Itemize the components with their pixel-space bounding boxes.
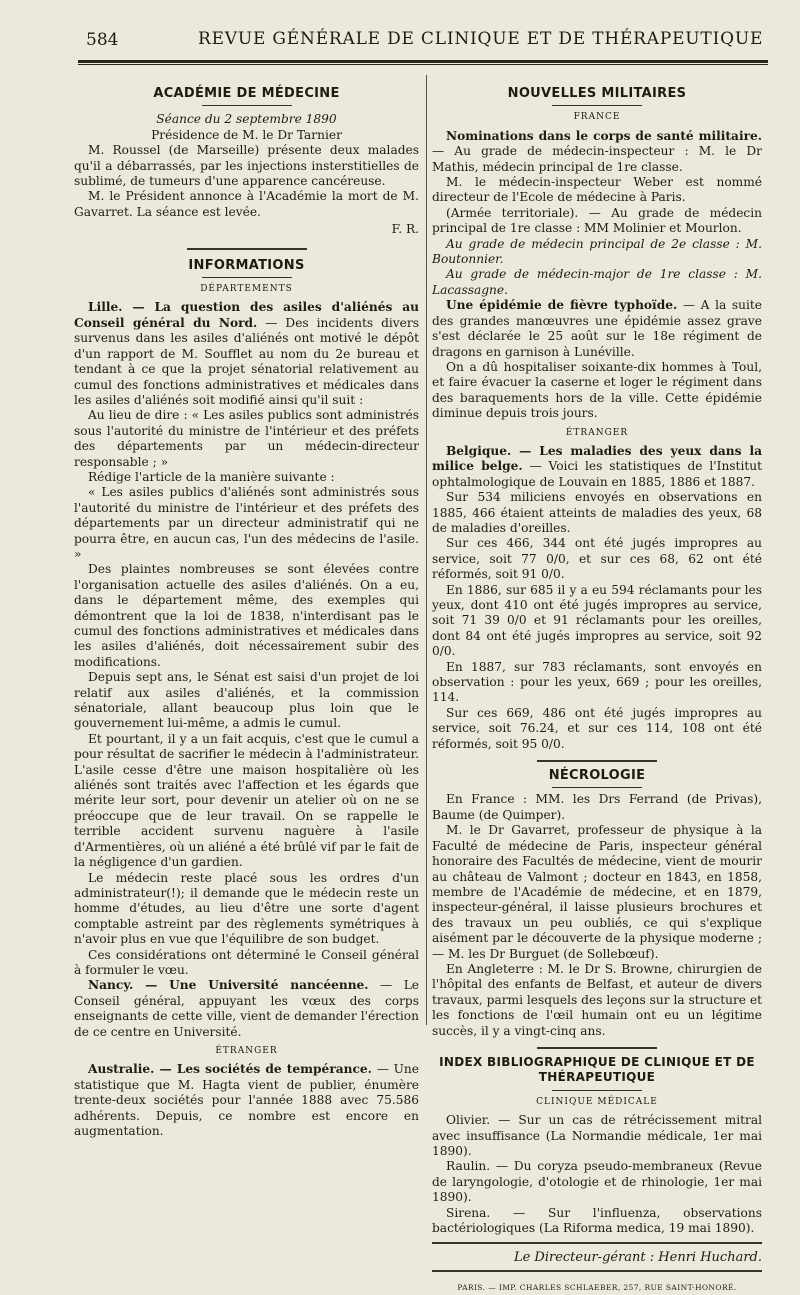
- lead-nominations: Nominations dans le corps de santé militaire.: [446, 128, 762, 143]
- left-column: [74, 80, 419, 1139]
- paragraph: — Voici les statistiques de l'Institut ophtalmologique de Louvain en 1885, 1886 et 1887.: [432, 459, 762, 489]
- paragraph: Rédige l'article de la manière suivante :: [88, 469, 335, 484]
- paragraph: — Le Conseil général, appuyant les vœux des corps enseignants de cette ville, vient de demander l'érection de ce centre en Université.: [74, 978, 419, 1039]
- section-title-necrologie: NÉCROLOGIE: [548, 768, 646, 784]
- section-rule: [202, 105, 292, 106]
- subsection-clinique: CLINIQUE MÉDICALE: [536, 1096, 658, 1107]
- subsection-etranger: ÉTRANGER: [565, 427, 629, 438]
- subsection-etranger: ÉTRANGER: [215, 1045, 278, 1056]
- paragraph: M. le médecin-inspecteur Weber est nommé directeur de l'Ecole de médecine à Paris.: [432, 175, 762, 205]
- right-column: [432, 80, 762, 1295]
- footer-rule: [432, 1242, 762, 1244]
- signature-initials: F. R.: [391, 222, 419, 237]
- session-date: Séance du 2 septembre 1890: [156, 112, 337, 127]
- paragraph: En 1886, sur 685 il y a eu 594 réclamants pour les yeux, dont 410 ont été jugés impropres au service, soit 71 39 0/0 et 91 réclamants pour les oreilles, dont 84 ont été jugés impropres au service, soit 92 0/0.: [432, 582, 762, 659]
- section-title-militaires: NOUVELLES MILITAIRES: [507, 86, 687, 101]
- paragraph: Des plaintes nombreuses se sont élevées contre l'organisation actuelle des asiles d'aliénés. On a eu, dans le département même, des exemples qui démontrent que la loi de 1838, n'interdisant pas le cumul des fonctions administratives et médicales dans les asiles d'aliénés, doit nécessairement subir des modifications.: [74, 562, 419, 669]
- section-rule: [202, 277, 292, 278]
- section-rule: [537, 760, 657, 762]
- paragraph: — Une statistique que M. Hagta vient de publier, énumère trente-deux sociétés pour l'année 1888 avec 75.586 adhérents. Depuis, ce nombre est encore en augmentation.: [74, 1062, 419, 1138]
- footer-rule: [432, 1270, 762, 1272]
- section-rule: [552, 787, 642, 788]
- paragraph: Olivier. — Sur un cas de rétrécissement mitral avec insuffisance (La Normandie médicale, 1er mai 1890).: [432, 1113, 762, 1158]
- paragraph: Et pourtant, il y a un fait acquis, c'est que le cumul a pour résultat de sacrifier le médecin à l'administrateur. L'asile cesse d'être une maison hospitalière où les aliénés sont traités avec l'affection et les égards que mérite leur sort, pour devenir un atelier où on ne se préoccupe que de leur travail. On se rappelle le terrible accident survenu naguère à l'asile d'Armentières, où un aliéné a été brûlé vif par le fait de la négligence d'un gardien.: [74, 731, 419, 870]
- page-header: [78, 26, 768, 50]
- header-rule: [78, 60, 768, 63]
- paragraph: — Au grade de médecin-inspecteur : M. le Dr Mathis, médecin principal de 1re classe.: [432, 144, 762, 174]
- section-rule: [187, 248, 307, 250]
- paragraph: Raulin. — Du coryza pseudo-membraneux (Revue de laryngologie, d'otologie et de rhinologie, 1er mai 1890).: [432, 1159, 762, 1205]
- paragraph: Au lieu de dire : « Les asiles publics sont administrés sous l'autorité du ministre de l'intérieur et des préfets des départements par un médecin-directeur responsable ; »: [74, 408, 419, 469]
- section-title-academie: ACADÉMIE DE MÉDECINE: [153, 86, 340, 101]
- section-rule: [552, 1090, 642, 1091]
- header-rule-thin: [78, 64, 768, 65]
- lead-epidemie: Une épidémie de fièvre typhoïde.: [446, 298, 678, 313]
- lead-lille: Lille. — La question des asiles d'aliénés au Conseil général du Nord.: [74, 300, 419, 330]
- paragraph: Au grade de médecin principal de 2e classe : M. Boutonnier.: [432, 236, 762, 267]
- section-rule: [537, 1047, 657, 1049]
- paragraph: Sirena. — Sur l'influenza, observations bactériologiques (La Riforma medica, 19 mai 1890).: [432, 1205, 762, 1236]
- paragraph: Sur 534 miliciens envoyés en observations en 1885, 466 étaient atteints de maladies des yeux, 68 de maladies d'oreilles.: [432, 490, 762, 535]
- paragraph: Sur ces 466, 344 ont été jugés impropres au service, soit 77 0/0, et sur ces 68, 62 ont été réformés, soit 91 0/0.: [432, 536, 762, 582]
- paragraph: En France : MM. les Drs Ferrand (de Privas), Baume (de Quimper).: [432, 792, 762, 822]
- subsection-departements: DÉPARTEMENTS: [200, 284, 293, 295]
- lead-australie: Australie. — Les sociétés de tempérance.: [88, 1062, 372, 1077]
- paragraph: Le médecin reste placé sous les ordres d'un administrateur(!); il demande que le médecin reste un homme d'études, au lieu d'être une sorte d'agent comptable astreint par des règlements symétriques à n'avoir plus en vue que l'équilibre de son budget.: [74, 870, 419, 947]
- director-signature: Le Directeur-gérant : Henri Huchard.: [513, 1250, 762, 1266]
- paragraph: — Des incidents divers survenus dans les asiles d'aliénés ont motivé le dépôt d'un rapport de M. Soufflet au nom du 2e bureau et tendant à ce que la projet sénatorial relativement au cumul des fonctions administratives et médicales dans les asiles d'aliénés soit modifié ainsi qu'il suit :: [74, 315, 419, 407]
- paragraph: En 1887, sur 783 réclamants, sont envoyés en observation : pour les yeux, 669 ; pour les oreilles, 114.: [432, 659, 762, 705]
- paragraph: M. Roussel (de Marseille) présente deux malades qu'il a débarrassés, par les injections insterstitielles de sublimé, de tumeurs d'une apparence cancéreuse.: [74, 143, 419, 189]
- running-title: REVUE GÉNÉRALE DE CLINIQUE ET DE THÉRAPEUTIQUE: [198, 29, 764, 49]
- paragraph: (Armée territoriale). — Au grade de médecin principal de 1re classe : MM Molinier et Mourlon.: [432, 205, 762, 236]
- paragraph: Ces considérations ont déterminé le Conseil général à formuler le vœu.: [74, 947, 419, 977]
- section-title-index: INDEX BIBLIOGRAPHIQUE DE CLINIQUE ET DE THÉRAPEUTIQUE: [439, 1054, 755, 1085]
- paragraph: En Angleterre : M. le Dr S. Browne, chirurgien de l'hôpital des enfants de Belfast, et auteur de divers travaux, parmi lesquels des leçons sur la structure et les fonctions de l'œil humain ont eu un légitime succès, il y a vingt-cinq ans.: [432, 961, 762, 1038]
- lead-belgique: Belgique. — Les maladies des yeux dans la milice belge.: [432, 443, 762, 474]
- paragraph: Au grade de médecin-major de 1re classe : M. Lacassagne.: [432, 267, 762, 297]
- paragraph: Sur ces 669, 486 ont été jugés impropres au service, soit 76.24, et sur ces 114, 108 ont été réformés, soit 95 0/0.: [432, 705, 762, 751]
- lead-nancy: Nancy. — Une Université nancéenne.: [88, 978, 369, 993]
- paragraph: M. le Président annonce à l'Académie la mort de M. Gavarret. La séance est levée.: [74, 189, 419, 219]
- page-number: 584: [86, 30, 119, 50]
- paragraph: — A la suite des grandes manœuvres une épidémie assez grave s'est déclarée le 25 août sur le 18e régiment de dragons en garnison à Lunéville.: [432, 298, 762, 359]
- subsection-france: FRANCE: [573, 112, 621, 123]
- section-title-informations: INFORMATIONS: [188, 257, 305, 273]
- presidence: Présidence de M. le Dr Tarnier: [151, 127, 342, 142]
- printer-imprint: PARIS. — IMP. CHARLES SCHLAEBER, 257, RUE SAINT-HONORÉ.: [457, 1282, 737, 1292]
- section-rule: [552, 105, 642, 106]
- paragraph: « Les asiles publics d'aliénés sont administrés sous l'autorité du ministre de l'intérieur et des préfets des départements par un directeur administratif qui ne pourra être, en aucun cas, l'un des médecins de l'asile. »: [74, 485, 419, 561]
- column-divider: [426, 75, 427, 1025]
- paragraph: On a dû hospitaliser soixante-dix hommes à Toul, et faire évacuer la caserne et loger le régiment dans des baraquements hors de la ville. Cette épidémie diminue depuis trois jours.: [432, 359, 762, 421]
- paragraph: Depuis sept ans, le Sénat est saisi d'un projet de loi relatif aux asiles d'aliénés, et la commission sénatoriale, allant beaucoup plus loin que le gouvernement lui-même, a admis le cumul.: [74, 670, 419, 731]
- paragraph: M. le Dr Gavarret, professeur de physique à la Faculté de médecine de Paris, inspecteur général honoraire des Facultés de médecine, vient de mourir au château de Valmont ; docteur en 1843, en 1858, membre de l'Académie de médecine, et en 1879, inspecteur-général, il laisse plusieurs brochures et des travaux un peu oubliés, ce qui s'explique aisément par le découverte de la physique moderne ; — M. les Dr Burguet (de Sollebœuf).: [432, 823, 762, 961]
